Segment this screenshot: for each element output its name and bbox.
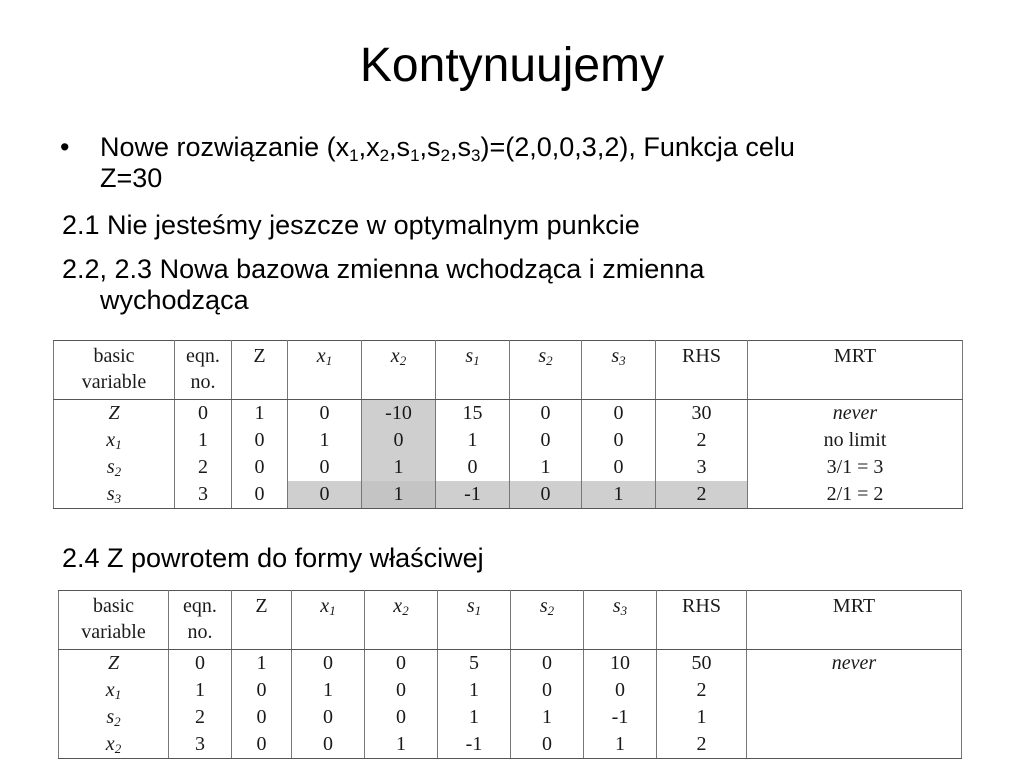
header-s2: $s_2$ (510, 341, 582, 400)
cell-s1: -1 (438, 731, 511, 759)
header-z: Z (232, 341, 288, 400)
header-x2: $x_2$ (362, 341, 436, 400)
header-z: Z (232, 591, 292, 650)
table-2-header-row (59, 591, 962, 650)
header-basic-variable: basic variable (59, 591, 169, 650)
cell-x2-pivot-column: -10 (362, 400, 436, 428)
cell-var: $x_1$ (54, 427, 175, 454)
cell-x2-pivot-column: 0 (362, 427, 436, 454)
cell-x2-pivot-element: 1 (362, 481, 436, 509)
cell-eqn: 2 (169, 704, 232, 731)
cell-rhs: 30 (656, 400, 748, 428)
cell-var: $s_2$ (54, 454, 175, 481)
header-mrt: MRT (748, 341, 963, 400)
header-s1: $s_1$ (436, 341, 510, 400)
cell-eqn: 2 (175, 454, 232, 481)
simplex-table-1 (53, 340, 963, 509)
cell-s1: 15 (436, 400, 510, 428)
step-2-2-line-a: 2.2, 2.3 Nowa bazowa zmienna wchodząca i zmienna (62, 254, 705, 284)
table-row (59, 677, 962, 704)
cell-s3: -1 (584, 704, 657, 731)
cell-x1: 0 (292, 731, 365, 759)
cell-s1: 1 (438, 704, 511, 731)
step-2-2-text (62, 254, 962, 316)
table-row (59, 650, 962, 678)
step-2-1-text: 2.1 Nie jesteśmy jeszcze w optymalnym punkcie (62, 210, 640, 240)
header-basic-variable: basic variable (54, 341, 175, 400)
cell-var: $s_2$ (59, 704, 169, 731)
table-1-header-row (54, 341, 963, 400)
cell-s1-pivot-row: -1 (436, 481, 510, 509)
cell-x1: 0 (288, 400, 362, 428)
cell-s3-pivot-row: 1 (582, 481, 656, 509)
cell-z: 0 (232, 677, 292, 704)
cell-z: 0 (232, 731, 292, 759)
cell-x1-pivot-row: 0 (288, 481, 362, 509)
cell-s2: 0 (511, 677, 584, 704)
cell-var: $x_1$ (59, 677, 169, 704)
cell-rhs: 50 (657, 650, 747, 678)
cell-s1: 1 (438, 677, 511, 704)
header-s3: $s_3$ (582, 341, 656, 400)
header-x1: $x_1$ (292, 591, 365, 650)
cell-rhs: 2 (656, 427, 748, 454)
cell-mrt: never (747, 650, 962, 678)
cell-s2: 0 (510, 400, 582, 428)
cell-s3: 0 (582, 400, 656, 428)
cell-s1: 5 (438, 650, 511, 678)
cell-mrt (747, 704, 962, 731)
cell-x1: 0 (288, 454, 362, 481)
cell-x1: 1 (288, 427, 362, 454)
cell-s3: 0 (582, 427, 656, 454)
header-s2: $s_2$ (511, 591, 584, 650)
step-2-2-line-b: wychodząca (100, 285, 249, 315)
table-row (54, 454, 963, 481)
cell-x2: 0 (365, 677, 438, 704)
table-row (59, 731, 962, 759)
cell-mrt (747, 677, 962, 704)
cell-eqn: 3 (175, 481, 232, 509)
cell-z: 1 (232, 400, 288, 428)
cell-x1: 1 (292, 677, 365, 704)
cell-x2-pivot-column: 1 (362, 454, 436, 481)
table-row (54, 427, 963, 454)
cell-eqn: 0 (175, 400, 232, 428)
cell-var: $s_3$ (54, 481, 175, 509)
cell-z: 0 (232, 481, 288, 509)
header-rhs: RHS (656, 341, 748, 400)
cell-s1: 1 (436, 427, 510, 454)
header-x2: $x_2$ (365, 591, 438, 650)
cell-eqn: 1 (175, 427, 232, 454)
cell-s2: 1 (511, 704, 584, 731)
cell-mrt: no limit (748, 427, 963, 454)
header-s1: $s_1$ (438, 591, 511, 650)
header-s3: $s_3$ (584, 591, 657, 650)
cell-s3: 0 (582, 454, 656, 481)
cell-mrt (747, 731, 962, 759)
table-row (54, 481, 963, 509)
bullet-text: Nowe rozwiązanie $(x_1,x_2,s_1,s_2,s_3)=(2,0,0,3,2)$, Funkcja celu Z=30 (100, 132, 795, 193)
cell-var: Z (59, 650, 169, 678)
simplex-table-2 (58, 590, 962, 759)
cell-x1: 0 (292, 650, 365, 678)
cell-mrt: never (748, 400, 963, 428)
header-x1: $x_1$ (288, 341, 362, 400)
cell-rhs: 2 (657, 731, 747, 759)
cell-s2: 1 (510, 454, 582, 481)
header-eqn-no: eqn. no. (175, 341, 232, 400)
cell-x2: 1 (365, 731, 438, 759)
cell-x1: 0 (292, 704, 365, 731)
cell-s2: 0 (511, 731, 584, 759)
table-row (59, 704, 962, 731)
cell-x2: 0 (365, 704, 438, 731)
header-mrt: MRT (747, 591, 962, 650)
cell-s2: 0 (511, 650, 584, 678)
bullet-new-solution (62, 132, 962, 194)
cell-z: 0 (232, 427, 288, 454)
cell-s1: 0 (436, 454, 510, 481)
cell-s2: 0 (510, 427, 582, 454)
slide-title: Kontynuujemy (359, 39, 665, 92)
cell-s3: 0 (584, 677, 657, 704)
cell-z: 0 (232, 704, 292, 731)
cell-z: 0 (232, 454, 288, 481)
cell-var: Z (54, 400, 175, 428)
cell-mrt: 3/1 = 3 (748, 454, 963, 481)
cell-rhs: 3 (656, 454, 748, 481)
cell-mrt: 2/1 = 2 (748, 481, 963, 509)
table-row (54, 400, 963, 428)
cell-eqn: 3 (169, 731, 232, 759)
bullet-dot-icon: • (60, 132, 70, 162)
cell-s2-pivot-row: 0 (510, 481, 582, 509)
cell-eqn: 1 (169, 677, 232, 704)
cell-eqn: 0 (169, 650, 232, 678)
cell-s3: 10 (584, 650, 657, 678)
cell-rhs: 2 (657, 677, 747, 704)
cell-rhs: 1 (657, 704, 747, 731)
step-2-4-text: 2.4 Z powrotem do formy właściwej (62, 543, 484, 573)
cell-s3: 1 (584, 731, 657, 759)
header-rhs: RHS (657, 591, 747, 650)
cell-z: 1 (232, 650, 292, 678)
header-eqn-no: eqn. no. (169, 591, 232, 650)
cell-var: $x_2$ (59, 731, 169, 759)
cell-x2: 0 (365, 650, 438, 678)
cell-rhs-pivot-row: 2 (656, 481, 748, 509)
